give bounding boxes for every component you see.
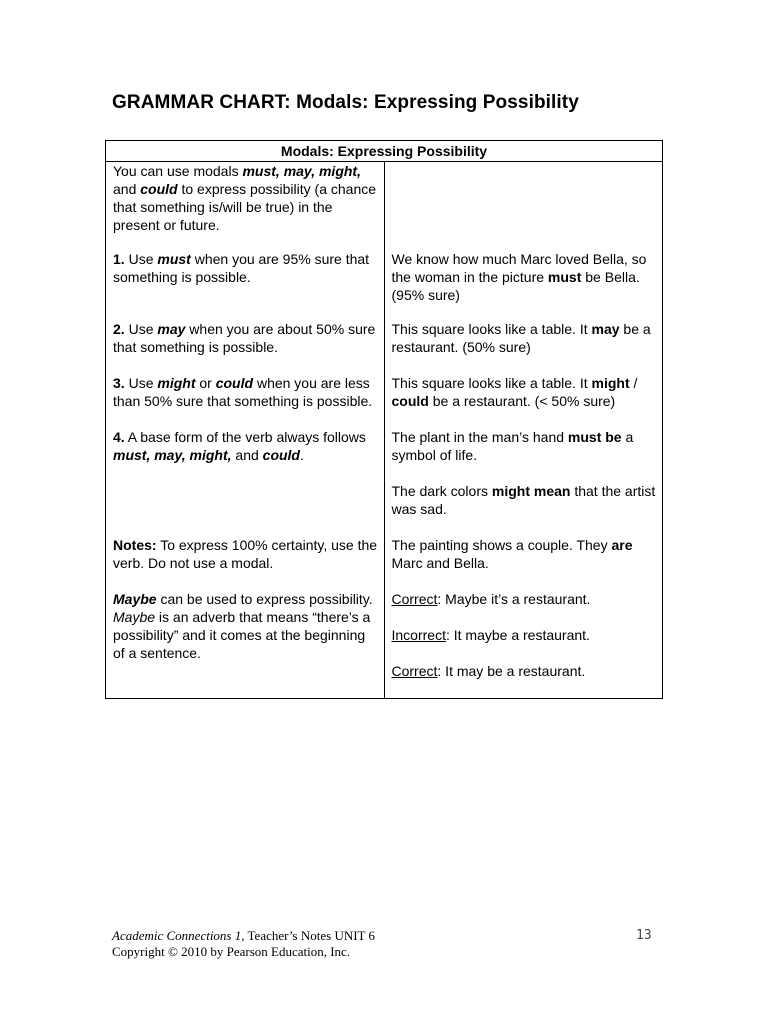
example-modal: might mean xyxy=(491,483,571,499)
example-text-run: This square looks like a table. It xyxy=(391,321,592,337)
example-text-run: We know how much Marc loved Bella, so the woman in the picture xyxy=(391,251,647,285)
rule-text-run: or xyxy=(195,375,216,391)
example-text-run: that the artist was sad. xyxy=(391,483,656,517)
table-row xyxy=(106,304,663,356)
rule-cell xyxy=(106,410,385,518)
rule-cell xyxy=(106,356,385,410)
rule-text-run: Use xyxy=(124,321,158,337)
example-modal: might xyxy=(591,375,630,391)
example-modal: may xyxy=(591,321,620,337)
example-text-run: / xyxy=(629,375,638,391)
maybe-text-run: can be used to express possibility. xyxy=(156,591,373,607)
example-text-run: : Maybe it’s a restaurant. xyxy=(437,591,591,607)
rule-text-run: when you are 95% sure that something is possible. xyxy=(113,251,370,285)
maybe-term-italic: Maybe xyxy=(113,609,156,625)
correct-label: Correct xyxy=(391,663,438,679)
footer-source xyxy=(112,928,375,944)
rule-text-run: and xyxy=(231,447,263,463)
rule-text-run: A base form of the verb always follows xyxy=(124,429,366,445)
example-cell xyxy=(384,410,663,518)
rule-text-run: when you are about 50% sure that something is possible. xyxy=(113,321,376,355)
modal-term: could xyxy=(262,447,300,463)
maybe-example-1 xyxy=(392,590,657,608)
modal-term: must, may, might, xyxy=(242,163,361,179)
rule-text-run: when you are less than 50% sure that something is possible. xyxy=(113,375,373,409)
maybe-term: Maybe xyxy=(113,591,157,607)
rule-1-example xyxy=(392,250,657,304)
modal-term: could xyxy=(215,375,254,391)
rule-2-example xyxy=(392,320,657,356)
maybe-text-run: is an adverb that means “there’s a possibility” and it comes at the beginning of a sentence. xyxy=(113,609,371,661)
empty-cell xyxy=(384,162,663,235)
example-cell xyxy=(384,356,663,410)
maybe-example-cell xyxy=(384,572,663,699)
footer-notes: Teacher’s Notes UNIT 6 xyxy=(244,928,376,943)
maybe-text xyxy=(113,590,378,662)
example-modal: must xyxy=(547,269,582,285)
intro-text-run: and xyxy=(113,181,141,197)
modal-term: must xyxy=(157,251,191,267)
table-row xyxy=(106,410,663,518)
example-text-run: The plant in the man’s hand xyxy=(391,429,568,445)
example-text-run: : It maybe a restaurant. xyxy=(445,627,590,643)
example-cell xyxy=(384,304,663,356)
example-modal: could xyxy=(391,393,429,409)
example-modal: are xyxy=(611,537,633,553)
rule-3-example xyxy=(392,374,657,410)
table-row xyxy=(106,356,663,410)
notes-label: Notes: xyxy=(113,537,157,553)
example-text-run: be Bella. (95% sure) xyxy=(391,269,640,303)
rule-number: 3. xyxy=(113,375,125,391)
intro-text xyxy=(113,162,378,234)
rule-number: 2. xyxy=(113,321,125,337)
example-text-run: The dark colors xyxy=(391,483,492,499)
rule-4-example-1 xyxy=(392,428,657,464)
grammar-chart-table xyxy=(105,140,663,699)
example-text-run: This square looks like a table. It xyxy=(391,375,592,391)
modal-term: could xyxy=(140,181,178,197)
example-cell xyxy=(384,234,663,304)
page-number: 13 xyxy=(636,928,652,943)
notes-text-run: To express 100% certainty, use the verb. Do not use a modal. xyxy=(113,537,378,571)
maybe-cell xyxy=(106,572,385,699)
rule-cell xyxy=(106,234,385,304)
table-row xyxy=(106,234,663,304)
notes-cell xyxy=(106,518,385,572)
rule-4-example-2 xyxy=(392,482,657,518)
example-text-run: The painting shows a couple. They xyxy=(391,537,612,553)
table-row xyxy=(106,162,663,235)
rule-text-run: . xyxy=(300,447,304,463)
table-row xyxy=(106,518,663,572)
rule-text-run: Use xyxy=(124,375,158,391)
intro-text-run: You can use modals xyxy=(113,163,243,179)
modal-term: might xyxy=(157,375,196,391)
example-text-run: Marc and Bella. xyxy=(391,555,489,571)
table-row xyxy=(106,572,663,699)
rule-number: 4. xyxy=(113,429,125,445)
modal-term: must, may, might, xyxy=(113,447,232,463)
modal-term: may xyxy=(157,321,186,337)
rule-2-text xyxy=(113,320,378,356)
example-text-run: be a restaurant. (< 50% sure) xyxy=(428,393,616,409)
rule-4-text xyxy=(113,428,378,464)
rule-3-text xyxy=(113,374,378,410)
notes-example xyxy=(392,536,657,572)
rule-text-run: Use xyxy=(124,251,158,267)
example-text-run: be a restaurant. (50% sure) xyxy=(391,321,651,355)
correct-label: Correct xyxy=(391,591,438,607)
intro-text-run: to express possibility (a chance that something is/will be true) in the present or future. xyxy=(113,181,377,233)
table-header: Modals: Expressing Possibility xyxy=(106,141,663,162)
maybe-example-3 xyxy=(392,662,657,680)
rule-cell xyxy=(106,304,385,356)
rule-number: 1. xyxy=(113,251,125,267)
example-text-run: : It may be a restaurant. xyxy=(437,663,586,679)
page-title: GRAMMAR CHART: Modals: Expressing Possibility xyxy=(112,92,579,113)
table-header-row xyxy=(106,141,663,162)
incorrect-label: Incorrect xyxy=(391,627,446,643)
example-modal: must be xyxy=(567,429,622,445)
page-footer xyxy=(112,928,375,960)
notes-text xyxy=(113,536,378,572)
example-text-run: a symbol of life. xyxy=(391,429,634,463)
intro-cell xyxy=(106,162,385,235)
footer-copyright: Copyright © 2010 by Pearson Education, Inc. xyxy=(112,944,351,959)
book-title: Academic Connections 1, xyxy=(112,928,245,943)
rule-1-text xyxy=(113,250,378,286)
notes-example-cell xyxy=(384,518,663,572)
maybe-example-2 xyxy=(392,626,657,644)
